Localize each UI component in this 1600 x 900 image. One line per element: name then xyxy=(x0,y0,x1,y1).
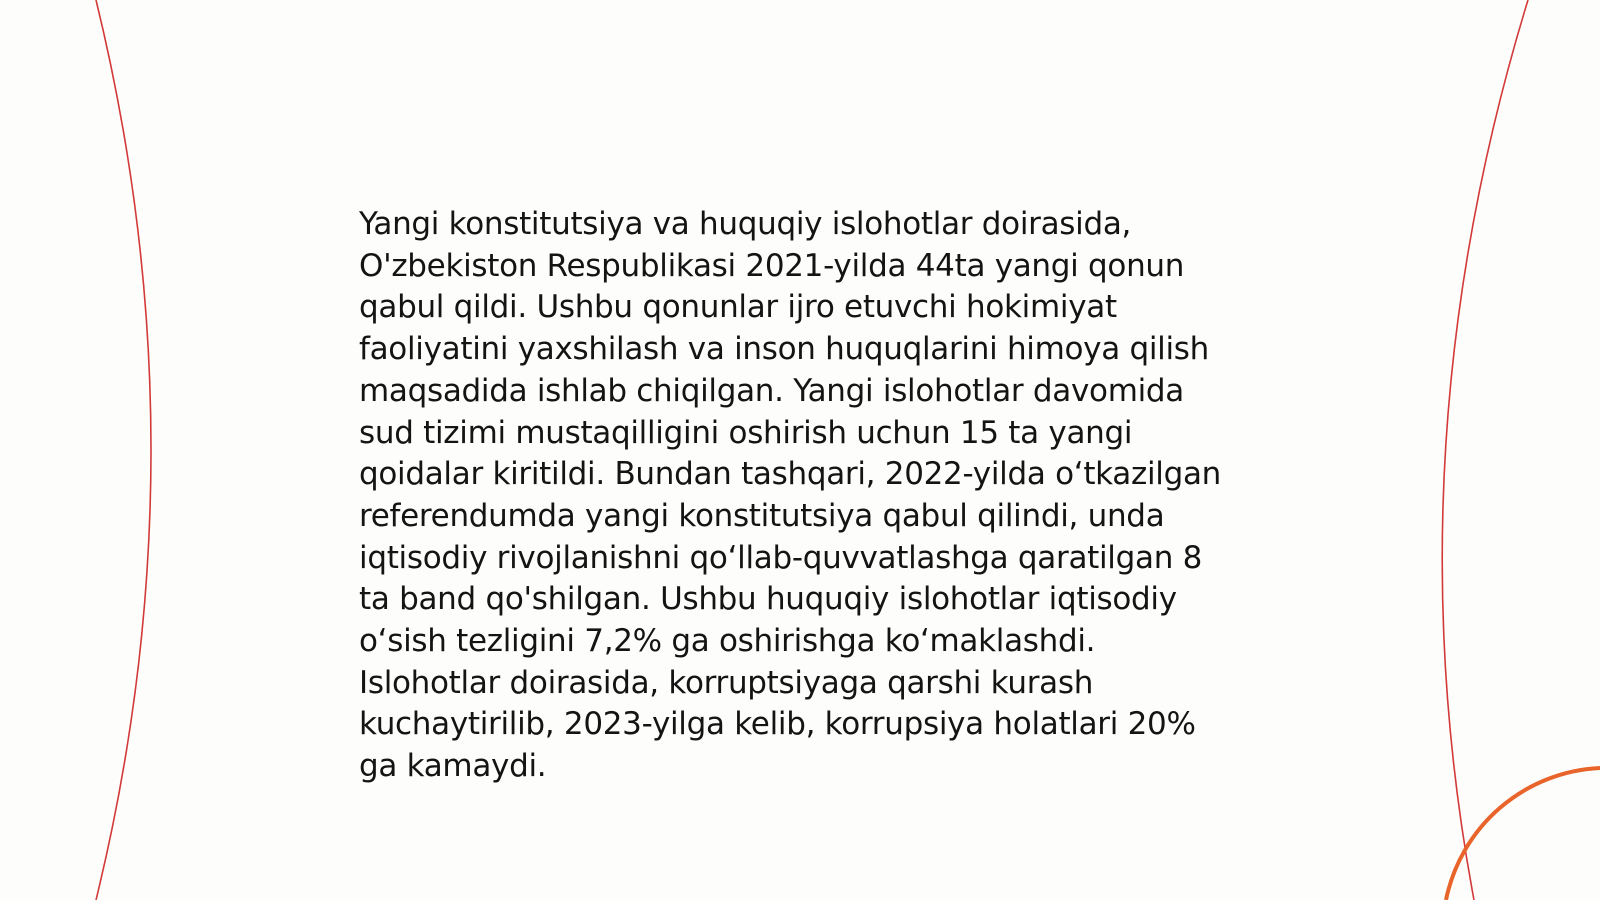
body-paragraph: Yangi konstitutsiya va huquqiy islohotlar doirasida, O'zbekiston Respublikasi 2021-yilda 44ta yangi qonun qabul qildi. Ushbu qonunlar ijro etuvchi hokimiyat faoliyatini yaxshilash va inson huquqlarini himoya qilish maqsadida ishlab chiqilgan. Yangi islohotlar davomida sud tizimi mustaqilligini oshirish uchun 15 ta yangi qoidalar kiritildi. Bundan tashqari, 2022-yilda o‘tkazilgan referendumda yangi konstitutsiya qabul qilindi, unda iqtisodiy rivojlanishni qo‘llab-quvvatlashga qaratilgan 8 ta band qo'shilgan. Ushbu huquqiy islohotlar iqtisodiy o‘sish tezligini 7,2% ga oshirishga ko‘maklashdi. Islohotlar doirasida, korruptsiyaga qarshi kurash kuchaytirilib, 2023-yilga kelib, korrupsiya holatlari 20% ga kamaydi. xyxy=(359,206,1222,785)
left-arc-line xyxy=(96,0,151,900)
orange-circle-arc xyxy=(1446,768,1600,900)
right-arc-line xyxy=(1442,0,1528,900)
